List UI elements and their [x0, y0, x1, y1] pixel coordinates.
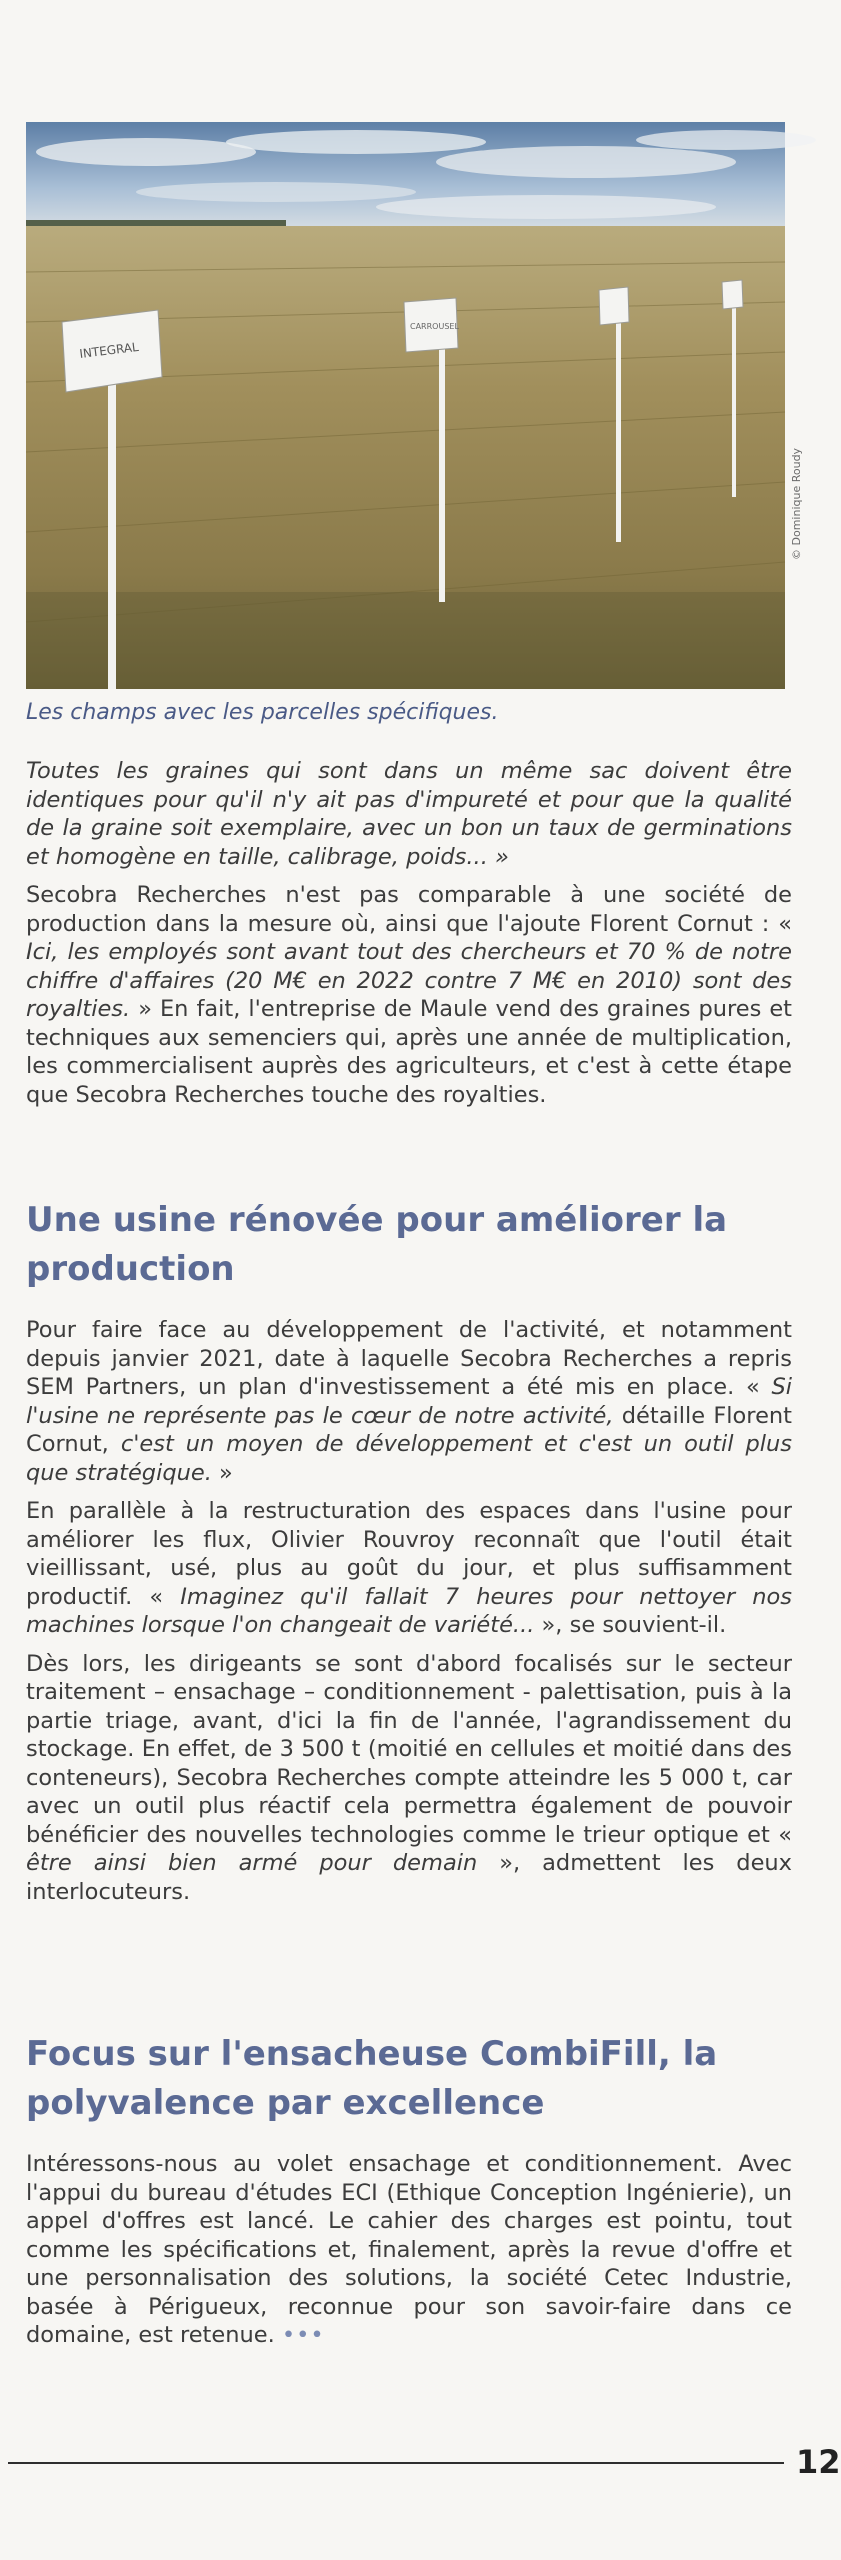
photo-credit: © Dominique Roudy [790, 447, 803, 560]
section-usine-heading: Une usine rénovée pour améliorer la production [26, 1200, 728, 1289]
s1p1-quote: Si l'usine ne représente pas le cœur de notre activité, [26, 1374, 792, 1429]
section-combifill [26, 2030, 792, 2360]
footer-rule [8, 2462, 784, 2464]
s1p3-text: Dès lors, les dirigeants se sont d'abord focalisés sur le secteur traitement – ensachage – conditionnement - palettisation, puis à la partie triage, avant, d'ici la fin de l'année, l'agrandissement du stockage. En effet, de 3 500 t (moitié en cellules et moitié dans des conteneurs), Secobra Recherches compte atteindre les 5 000 t, car avec un outil plus réactif cela permettra également de pouvoir bénéficier des nouvelles technologies comme le trieur optique et « [26, 1650, 792, 1848]
photo-caption: Les champs avec les parcelles spécifiques. [26, 700, 499, 725]
section-usine-paragraph-3 [26, 1650, 792, 1907]
intro-quote: Toutes les graines qui sont dans un même sac doivent être identiques pour qu'il n'y ait pas d'impureté et pour que la qualité de la graine soit exemplaire, avec un bon un taux de germinations et homogène en taille, calibrage, poids... » [26, 758, 792, 870]
section-usine [26, 1196, 792, 1916]
continuation-dots: ••• [281, 2322, 325, 2348]
s1p2-text: En parallèle à la restructuration des espaces dans l'usine pour améliorer les flux, Olivier Rouvroy reconnaît que l'outil était vieillissant, usé, plus au goût du jour, et plus suffisamment productif. « [26, 1498, 792, 1610]
intro-paragraph-quote: Ici, les employés sont avant tout des chercheurs et 70 % de notre chiffre d'affaires (20 M€ en 2022 contre 7 M€ en 2010) sont des royalties. [26, 939, 792, 1022]
s1p1-quote-end: c'est un moyen de développement et c'est un outil plus que stratégique. [26, 1431, 792, 1486]
s1p1-attrib: détaille Florent Cornut, [26, 1402, 792, 1457]
s1p1-close: » [211, 1459, 233, 1486]
s1p3-end: », admettent les deux interlocuteurs. [26, 1850, 792, 1905]
intro-paragraph-text-end: » En fait, l'entreprise de Maule vend des graines pures et techniques aux semenciers qui, après une année de multiplication, les commercialisent auprès des agriculteurs, et c'est à cette étape que Secobra Recherches touche des royalties. [26, 996, 792, 1108]
wheat-field-photo [26, 122, 785, 689]
page-number: 12 [796, 2443, 841, 2481]
section-usine-paragraph-2 [26, 1497, 792, 1640]
s1p1-text: Pour faire face au développement de l'activité, et notamment depuis janvier 2021, date à laquelle Secobra Recherches a repris SEM Partners, un plan d'investissement a été mis en place. « [26, 1317, 792, 1400]
sign-integral-label: INTEGRAL [78, 339, 140, 361]
section-combifill-heading: Focus sur l'ensacheuse CombiFill, la polyvalence par excellence [26, 2034, 718, 2123]
intro-paragraph-text: Secobra Recherches n'est pas comparable à une société de production dans la mesure où, ainsi que l'ajoute Florent Cornut : « [26, 882, 792, 937]
s1p2-quote: Imaginez qu'il fallait 7 heures pour nettoyer nos machines lorsque l'on changeait de variété... [26, 1583, 792, 1638]
section-usine-paragraph-1 [26, 1316, 792, 1487]
s1p3-quote: être ainsi bien armé pour demain [26, 1850, 478, 1876]
s1p2-end: », se souvient-il. [534, 1612, 727, 1638]
s2p1-text: Intéressons-nous au volet ensachage et conditionnement. Avec l'appui du bureau d'études ECI (Ethique Conception Ingénierie), un appel d'offres est lancé. Le cahier des charges est pointu, tout comme les spécifications et, finalement, après la revue d'offre et une personnalisation des solutions, la société Cetec Industrie, basée à Périgueux, reconnue pour son savoir-faire dans ce domaine, est retenue. [26, 2151, 792, 2348]
sign-carrousel-label: CARROUSEL [410, 322, 459, 331]
intro-paragraph [26, 881, 792, 1109]
intro-text [26, 757, 792, 1119]
field-illustration [26, 122, 785, 689]
section-combifill-paragraph [26, 2150, 792, 2350]
